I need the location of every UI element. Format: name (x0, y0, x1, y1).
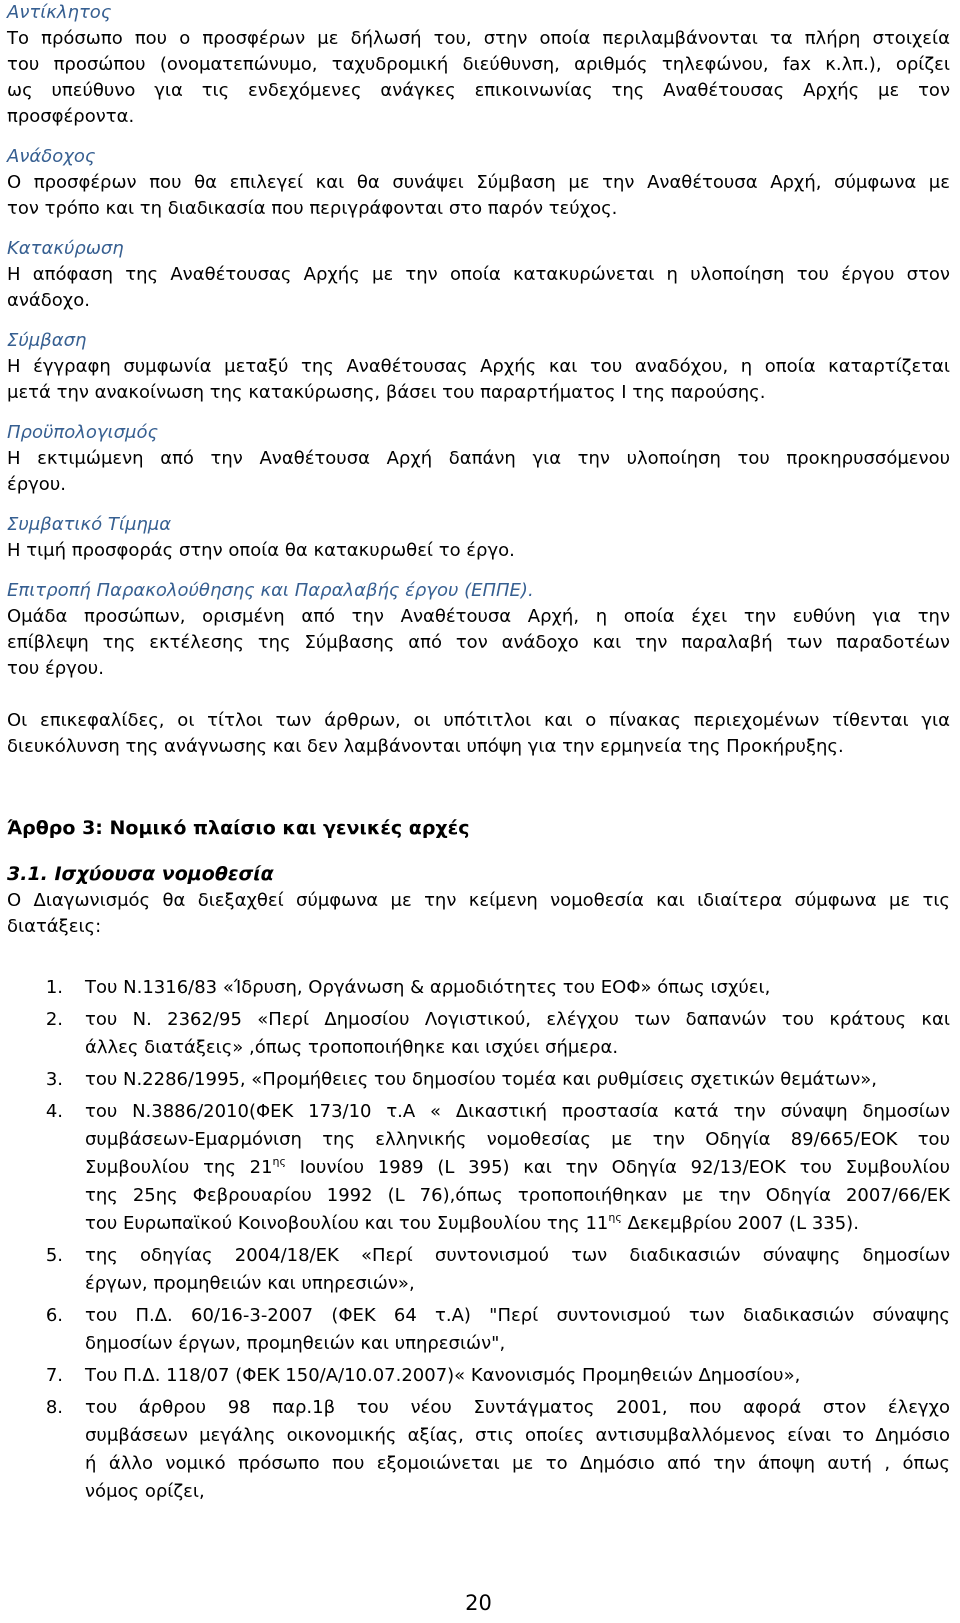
ordinal-superscript: ης (272, 1155, 286, 1168)
legislation-text: Δεκεμβρίου 2007 (L 335). (621, 1213, 859, 1234)
note-line: διευκόλυνση της ανάγνωσης και δεν λαμβάνονται υπόψη για την ερμηνεία της Προκήρυξης. (7, 736, 844, 757)
definition-term: Σύμβαση (7, 330, 87, 351)
legislation-text: Ιουνίου 1989 (L 395) και την Οδηγία 92/13/ΕΟΚ του Συμβουλίου (285, 1157, 950, 1178)
legislation-line (85, 1210, 950, 1238)
legislation-item (7, 1006, 950, 1062)
definition-line: τον τρόπο και τη διαδικασία που περιγράφονται στο παρόν τεύχος. (7, 198, 618, 219)
legislation-text: της 25ης Φεβρουαρίου 1992 (L 76),όπως τροποποιήθηκαν με την Οδηγία 2007/66/ΕΚ (85, 1185, 950, 1206)
section-intro (7, 888, 950, 940)
legislation-text: Συμβουλίου της 21 (85, 1157, 273, 1178)
legislation-line (85, 1302, 950, 1330)
definition-line: Το πρόσωπο που ο προσφέρων με δήλωσή του, στην οποία περιλαμβάνονται τα πλήρη στοιχεία (7, 28, 950, 49)
page-number: 20 (465, 1591, 492, 1615)
legislation-item (7, 1394, 950, 1506)
legislation-item (7, 1066, 950, 1094)
legislation-line (85, 1362, 950, 1390)
legislation-line (85, 1394, 950, 1422)
legislation-text: του Ν. 2362/95 «Περί Δημοσίου Λογιστικού, ελέγχου των δαπανών του κράτους και (85, 1009, 950, 1030)
legislation-item (7, 1098, 950, 1238)
legislation-text: Του Π.Δ. 118/07 (ΦΕΚ 150/Α/10.07.2007)« Κανονισμός Προμηθειών Δημοσίου», (85, 1365, 801, 1386)
legislation-line (85, 1422, 950, 1450)
list-number: 4. (45, 1101, 63, 1122)
definition-block (7, 328, 950, 406)
legislation-text: δημοσίων έργων, προμηθειών και υπηρεσιών", (85, 1333, 506, 1354)
intro-line: Ο Διαγωνισμός θα διεξαχθεί σύμφωνα με την κείμενη νομοθεσία και ιδιαίτερα σύμφωνα με τις (7, 890, 950, 911)
note-line: Οι επικεφαλίδες, οι τίτλοι των άρθρων, οι υπότιτλοι και ο πίνακας περιεχομένων τίθενται για (7, 710, 950, 731)
legislation-text: του Π.Δ. 60/16-3-2007 (ΦΕΚ 64 τ.Α) "Περί συντονισμού των διαδικασιών σύναψης (85, 1305, 950, 1326)
definition-line: Ομάδα προσώπων, ορισμένη από την Αναθέτουσα Αρχή, η οποία έχει την ευθύνη για την (7, 606, 950, 627)
definition-term: Επιτροπή Παρακολούθησης και Παραλαβής έργου (ΕΠΠΕ). (7, 580, 534, 601)
definition-block (7, 0, 950, 130)
list-number: 6. (45, 1305, 63, 1326)
definition-term: Κατακύρωση (7, 238, 124, 259)
legislation-item (7, 974, 950, 1002)
legislation-text: Του Ν.1316/83 «Ίδρυση, Οργάνωση & αρμοδιότητες του ΕΟΦ» όπως ισχύει, (85, 977, 771, 998)
legislation-line (85, 1182, 950, 1210)
list-number: 1. (45, 977, 63, 998)
legislation-text: νόμος ορίζει, (85, 1481, 205, 1502)
definitions-section (7, 0, 950, 682)
legislation-text: του Ν.2286/1995, «Προμήθειες του δημοσίου τομέα και ρυθμίσεις σχετικών θεμάτων», (85, 1069, 878, 1090)
definition-block (7, 578, 950, 682)
legislation-item (7, 1242, 950, 1298)
definition-block (7, 236, 950, 314)
list-number: 8. (45, 1397, 63, 1418)
definition-block (7, 512, 950, 564)
legislation-text: του άρθρου 98 παρ.1β του νέου Συντάγματος 2001, που αφορά στον έλεγχο (85, 1397, 950, 1418)
list-number: 2. (45, 1009, 63, 1030)
definition-line: του έργου. (7, 658, 104, 679)
legislation-text: συμβάσεων μεγάλης οικονομικής αξίας, στις οποίες αντισυμβαλλόμενος είναι το Δημόσιο (85, 1425, 950, 1446)
legislation-line (85, 1126, 950, 1154)
legislation-list (7, 974, 950, 1506)
definition-line: ως υπεύθυνο για τις ενδεχόμενες ανάγκες επικοινωνίας της Αναθέτουσας Αρχής με τον (7, 80, 950, 101)
definition-block (7, 144, 950, 222)
document-page (7, 0, 950, 1623)
definition-term: Ανάδοχος (7, 146, 96, 167)
legislation-line (85, 1154, 950, 1182)
definition-line: επίβλεψη της εκτέλεσης της Σύμβασης από τον ανάδοχο και την παραλαβή των παραδοτέων (7, 632, 950, 653)
list-number: 7. (45, 1365, 63, 1386)
definition-line: Η απόφαση της Αναθέτουσας Αρχής με την οποία κατακυρώνεται η υλοποίηση του έργου στον (7, 264, 950, 285)
legislation-line (85, 1098, 950, 1126)
definition-line: ανάδοχο. (7, 290, 90, 311)
intro-line: διατάξεις: (7, 916, 102, 937)
legislation-line (85, 1330, 950, 1358)
legislation-line (85, 1270, 950, 1298)
definition-line: Ο προσφέρων που θα επιλεγεί και θα συνάψει Σύμβαση με την Αναθέτουσα Αρχή, σύμφωνα με (7, 172, 950, 193)
definition-term: Προϋπολογισμός (7, 422, 159, 443)
legislation-line (85, 1450, 950, 1478)
legislation-text: της οδηγίας 2004/18/ΕΚ «Περί συντονισμού των διαδικασιών σύναψης δημοσίων (85, 1245, 950, 1266)
legislation-text: έργων, προμηθειών και υπηρεσιών», (85, 1273, 415, 1294)
definition-line: του προσώπου (ονοματεπώνυμο, ταχυδρομική διεύθυνση, αριθμός τηλεφώνου, fax κ.λπ.), ορίζει (7, 54, 950, 75)
legislation-text: συμβάσεων-Εμαρμόνιση της ελληνικής νομοθεσίας με την Οδηγία 89/665/ΕΟΚ του (85, 1129, 950, 1150)
list-number: 3. (45, 1069, 63, 1090)
legislation-text: ή άλλο νομικό πρόσωπο που εξομοιώνεται με το Δημόσιο από την άποψη αυτή , όπως (85, 1453, 950, 1474)
legislation-line (85, 1034, 950, 1062)
definition-block (7, 420, 950, 498)
definition-term: Αντίκλητος (7, 2, 112, 23)
legislation-line (85, 1066, 950, 1094)
legislation-line (85, 1242, 950, 1270)
section-heading: 3.1. Ισχύουσα νομοθεσία (7, 863, 274, 885)
list-number: 5. (45, 1245, 63, 1266)
definition-line: μετά την ανακοίνωση της κατακύρωσης, βάσει του παραρτήματος Ι της παρούσης. (7, 382, 766, 403)
definition-line: Η εκτιμώμενη από την Αναθέτουσα Αρχή δαπάνη για την υλοποίηση του προκηρυσσόμενου (7, 448, 950, 469)
definition-line: προσφέροντα. (7, 106, 135, 127)
legislation-text: του Ευρωπαϊκού Κοινοβουλίου και του Συμβουλίου της 11 (85, 1213, 609, 1234)
article-heading: Άρθρο 3: Νομικό πλαίσιο και γενικές αρχές (7, 817, 470, 839)
ordinal-superscript: ης (608, 1211, 622, 1224)
legislation-text: του Ν.3886/2010(ΦΕΚ 173/10 τ.Α « Δικαστική προστασία κατά την σύναψη δημοσίων (85, 1101, 950, 1122)
legislation-text: άλλες διατάξεις» ,όπως τροποποιήθηκε και ισχύει σήμερα. (85, 1037, 619, 1058)
legislation-item (7, 1362, 950, 1390)
definition-line: Η τιμή προσφοράς στην οποία θα κατακυρωθεί το έργο. (7, 540, 515, 561)
definition-line: έργου. (7, 474, 66, 495)
legislation-line (85, 974, 950, 1002)
definition-line: Η έγγραφη συμφωνία μεταξύ της Αναθέτουσας Αρχής και του αναδόχου, η οποία καταρτίζεται (7, 356, 950, 377)
definition-term: Συμβατικό Τίμημα (7, 514, 172, 535)
legislation-item (7, 1302, 950, 1358)
headings-note (7, 708, 950, 760)
legislation-line (85, 1478, 950, 1506)
legislation-line (85, 1006, 950, 1034)
